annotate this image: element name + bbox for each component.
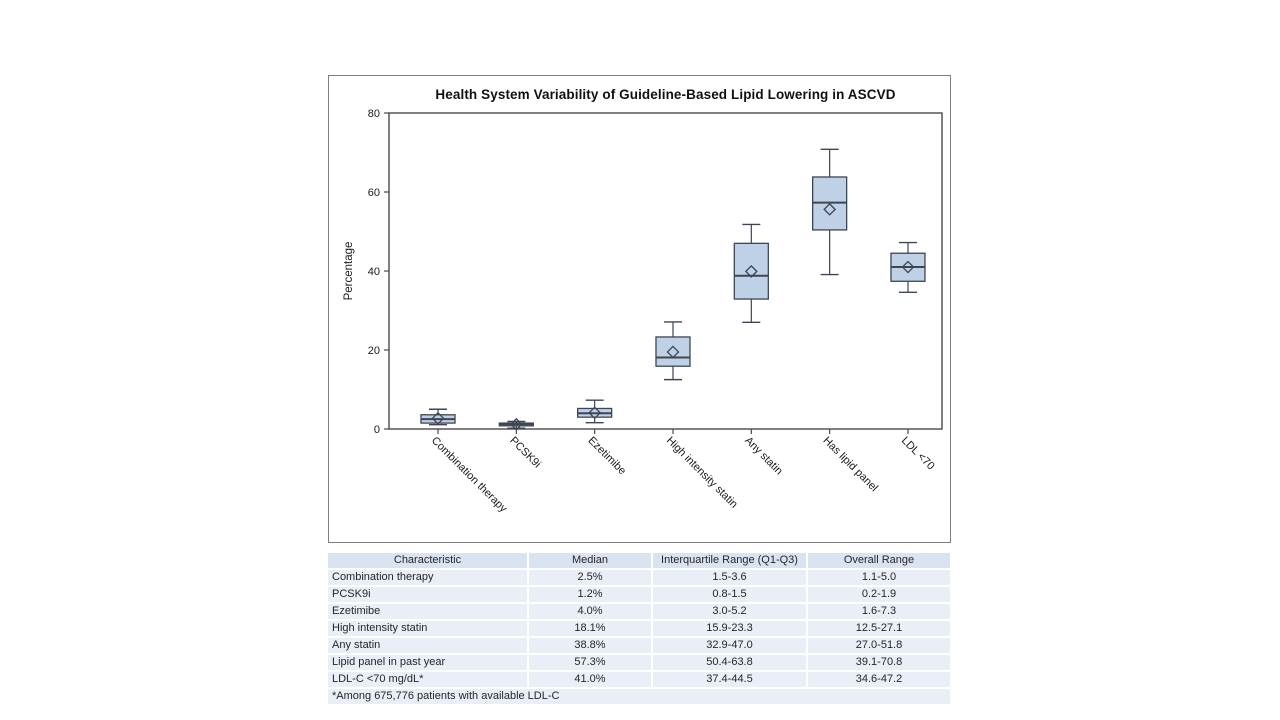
table-header [328, 553, 950, 569]
table-row [328, 603, 950, 620]
value-cell: 0.8-1.5 [652, 586, 807, 603]
x-tick-label: Combination therapy [428, 434, 510, 515]
y-tick-label: 80 [367, 108, 380, 120]
column-header-median: Median [528, 553, 652, 569]
box-pcsk9i [499, 419, 543, 471]
box-any-statin [734, 224, 785, 477]
value-cell: 1.2% [528, 586, 652, 603]
value-cell: 12.5-27.1 [807, 620, 950, 637]
x-tick-label: Has lipid panel [820, 434, 881, 495]
column-header-overall-range: Overall Range [807, 553, 950, 569]
value-cell: 2.5% [528, 569, 652, 586]
characteristic-cell: Combination therapy [328, 569, 528, 586]
column-header-interquartile-range-q1-q3: Interquartile Range (Q1-Q3) [652, 553, 807, 569]
summary-statistics-table [328, 553, 950, 706]
value-cell: 27.0-51.8 [807, 637, 950, 654]
chart-title: Health System Variability of Guideline-Based Lipid Lowering in ASCVD [435, 87, 896, 102]
table-row [328, 620, 950, 637]
box-combination-therapy [421, 409, 509, 515]
x-tick-label: LDL <70 [898, 434, 937, 473]
iqr-box [734, 243, 768, 299]
characteristic-cell: High intensity statin [328, 620, 528, 637]
value-cell: 3.0-5.2 [652, 603, 807, 620]
box-ldl-70 [891, 243, 937, 473]
value-cell: 1.1-5.0 [807, 569, 950, 586]
value-cell: 34.6-47.2 [807, 671, 950, 688]
characteristic-cell: LDL-C <70 mg/dL* [328, 671, 528, 688]
table-row [328, 671, 950, 688]
characteristic-cell: Ezetimibe [328, 603, 528, 620]
x-tick-label: PCSK9i [507, 434, 543, 471]
characteristic-cell: Lipid panel in past year [328, 654, 528, 671]
value-cell: 57.3% [528, 654, 652, 671]
box-high-intensity-statin [656, 322, 740, 511]
value-cell: 32.9-47.0 [652, 637, 807, 654]
value-cell: 0.2-1.9 [807, 586, 950, 603]
table-row [328, 637, 950, 654]
y-tick-label: 20 [367, 345, 380, 357]
value-cell: 38.8% [528, 637, 652, 654]
plot-frame [389, 113, 942, 429]
table-row [328, 569, 950, 586]
table-row [328, 586, 950, 603]
value-cell: 50.4-63.8 [652, 654, 807, 671]
y-tick-label: 60 [367, 187, 380, 199]
value-cell: 1.5-3.6 [652, 569, 807, 586]
value-cell: 4.0% [528, 603, 652, 620]
footnote-row [328, 688, 950, 705]
value-cell: 15.9-23.3 [652, 620, 807, 637]
boxplot-svg [329, 76, 950, 542]
characteristic-cell: Any statin [328, 637, 528, 654]
x-tick-label: Ezetimibe [585, 434, 629, 478]
table-footnote: *Among 675,776 patients with available LDL-C [328, 688, 950, 705]
y-axis-label: Percentage [343, 241, 355, 301]
value-cell: 37.4-44.5 [652, 671, 807, 688]
characteristic-cell: PCSK9i [328, 586, 528, 603]
value-cell: 18.1% [528, 620, 652, 637]
column-header-characteristic: Characteristic [328, 553, 528, 569]
value-cell: 39.1-70.8 [807, 654, 950, 671]
box-has-lipid-panel [813, 149, 880, 494]
iqr-box [656, 337, 690, 366]
x-tick-label: Any statin [742, 434, 785, 478]
x-tick-label: High intensity statin [663, 434, 740, 511]
y-tick-label: 0 [373, 424, 380, 436]
value-cell: 41.0% [528, 671, 652, 688]
box-ezetimibe [578, 400, 629, 477]
value-cell: 1.6-7.3 [807, 603, 950, 620]
boxplot-chart-panel [328, 75, 951, 543]
y-tick-label: 40 [367, 266, 380, 278]
table-row [328, 654, 950, 671]
